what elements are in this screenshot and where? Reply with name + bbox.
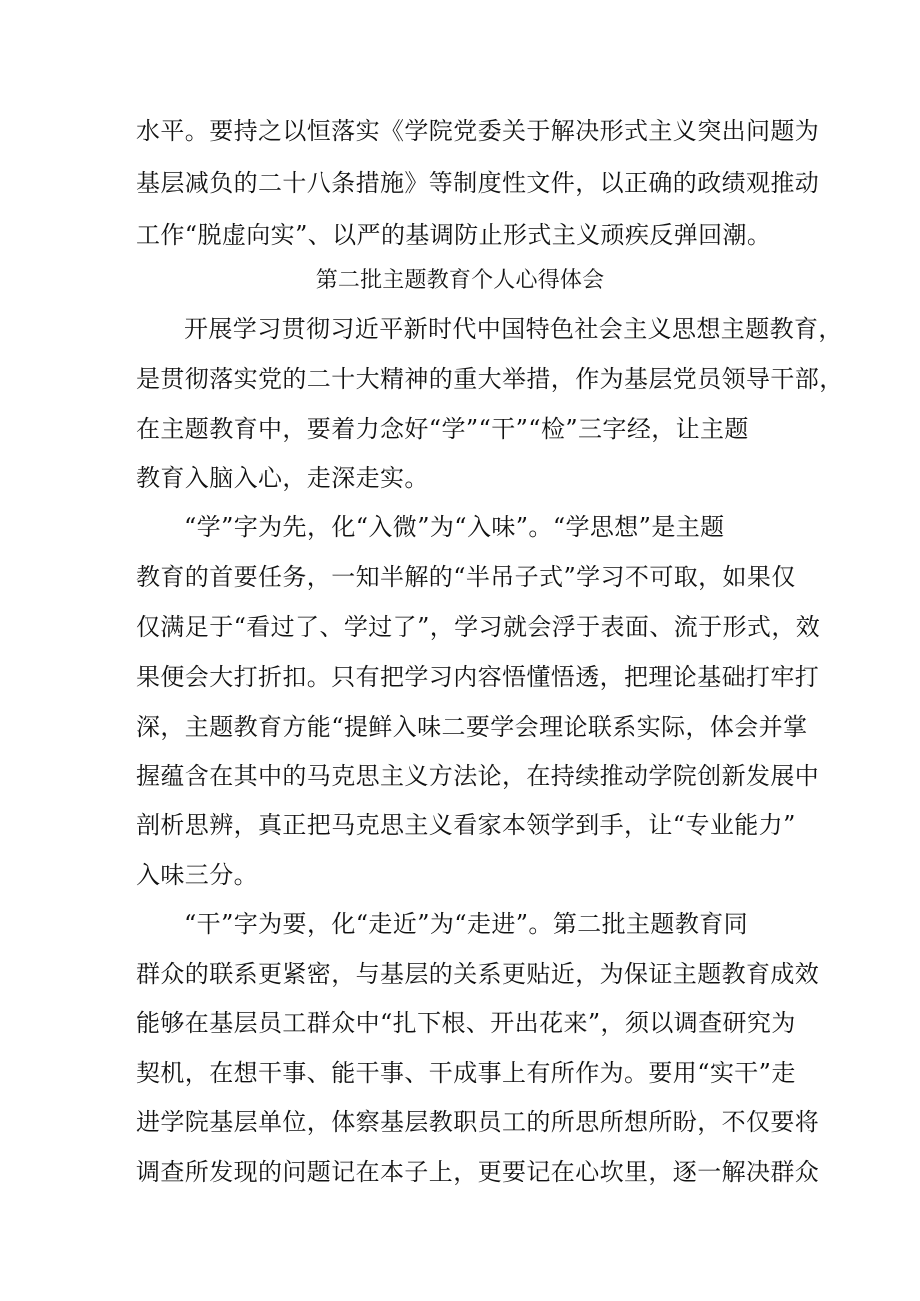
paragraph-2-line-1: “学”字为先，化“入微”为“入味”。“学思想”是主题 <box>184 513 725 541</box>
paragraph-2-line-8: 入味三分。 <box>136 861 258 889</box>
paragraph-3-line-1: “干”字为要，化“走近”为“走进”。第二批主题教育同 <box>184 910 749 938</box>
paragraph-3-line-3: 能够在基层员工群众中“扎下根、开出花来”，须以调查研究为 <box>136 1009 796 1037</box>
text-line-1: 水平。要持之以恒落实《学院党委关于解决形式主义突出问题为 <box>136 117 820 145</box>
paragraph-2-line-5: 深，主题教育方能“提鲜入味二要学会理论联系实际，体会并掌 <box>136 713 808 741</box>
text-line-2: 基层减负的二十八条措施》等制度性文件，以正确的政绩观推动 <box>136 169 820 197</box>
paragraph-2-line-4: 果便会大打折扣。只有把学习内容悟懂悟透，把理论基础打牢打 <box>136 663 820 691</box>
paragraph-1-line-4: 教育入脑入心，走深走实。 <box>136 464 429 492</box>
paragraph-2-line-2: 教育的首要任务，一知半解的“半吊子式”学习不可取，如果仅 <box>136 563 796 591</box>
paragraph-2-line-6: 握蕴含在其中的马克思主义方法论，在持续推动学院创新发展中 <box>136 762 820 790</box>
paragraph-2-line-7: 剖析思辨，真正把马克思主义看家本领学到手，让“专业能力” <box>136 811 796 839</box>
paragraph-2-line-3: 仅满足于“看过了、学过了”，学习就会浮于表面、流于形式，效 <box>136 613 821 641</box>
paragraph-1-line-2: 是贯彻落实党的二十大精神的重大举措，作为基层党员领导干部， <box>136 365 844 393</box>
paragraph-1-line-1: 开展学习贯彻习近平新时代中国特色社会主义思想主题教育， <box>184 315 843 343</box>
paragraph-3-line-6: 调查所发现的问题记在本子上，更要记在心坎里，逐一解决群众 <box>136 1158 820 1186</box>
text-line-3: 工作“脱虚向实”、以严的基调防止形式主义顽疾反弹回潮。 <box>136 221 772 249</box>
paragraph-3-line-5: 进学院基层单位，体察基层教职员工的所思所想所盼，不仅要将 <box>136 1108 820 1136</box>
paragraph-3-line-4: 契机，在想干事、能干事、干成事上有所作为。要用“实干”走 <box>136 1059 796 1087</box>
section-title: 第二批主题教育个人心得体会 <box>315 268 605 293</box>
paragraph-1-line-3: 在主题教育中，要着力念好“学”“干”“检”三字经，让主题 <box>136 415 749 443</box>
paragraph-3-line-2: 群众的联系更紧密，与基层的关系更贴近，为保证主题教育成效 <box>136 960 820 988</box>
